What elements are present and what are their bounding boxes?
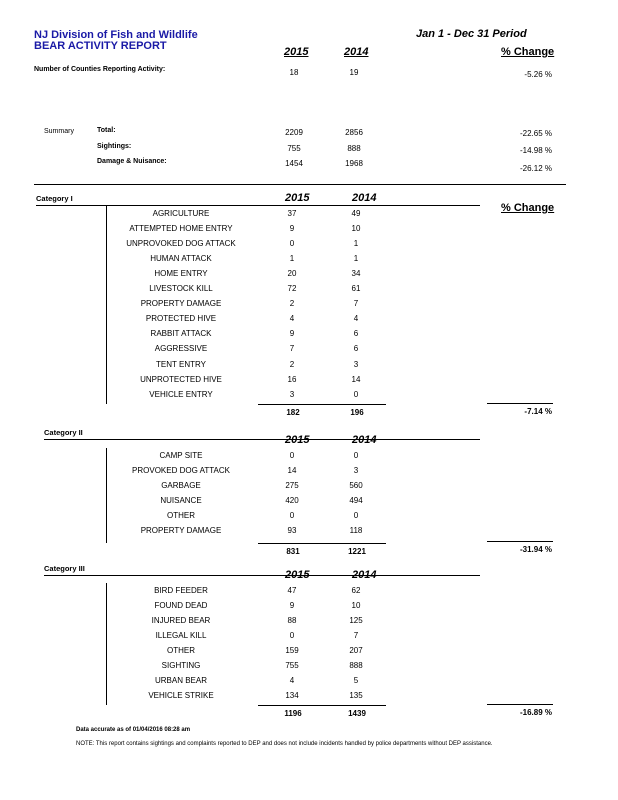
header-year-a: 2015 bbox=[284, 46, 309, 58]
cat1-item-name: LIVESTOCK KILL bbox=[149, 284, 213, 294]
cat2-pct: -31.94 % bbox=[519, 545, 552, 554]
cat1-item-2014: 4 bbox=[353, 314, 359, 324]
summary-row-2015: 2209 bbox=[285, 128, 303, 137]
cat1-year-b: 2014 bbox=[352, 192, 377, 204]
summary-row-pct: -26.12 % bbox=[519, 164, 552, 173]
summary-row-2015: 755 bbox=[287, 144, 301, 153]
cat2-rule bbox=[44, 439, 480, 440]
cat2-total-2014: 1221 bbox=[348, 547, 366, 556]
cat3-label: Category III bbox=[44, 564, 85, 573]
cat3-rule bbox=[44, 575, 480, 576]
cat1-item-name: PROPERTY DAMAGE bbox=[140, 299, 222, 309]
cat2-item-name: GARBAGE bbox=[161, 481, 201, 491]
summary-row-label: Total: bbox=[97, 127, 116, 134]
cat3-total-2015: 1196 bbox=[284, 709, 302, 718]
cat1-item-name: AGGRESSIVE bbox=[154, 344, 208, 354]
cat1-item-2015: 7 bbox=[289, 344, 295, 354]
summary-row-label: Sightings: bbox=[97, 143, 132, 150]
cat3-year-a: 2015 bbox=[285, 569, 310, 581]
cat2-total-rule bbox=[258, 543, 386, 544]
cat3-item-name: INJURED BEAR bbox=[151, 616, 211, 626]
cat1-item-2014: 6 bbox=[353, 329, 359, 339]
cat1-item-2014: 1 bbox=[353, 254, 359, 264]
cat1-item-name: HOME ENTRY bbox=[154, 269, 208, 279]
counties-label: Number of Counties Reporting Activity: bbox=[34, 66, 166, 73]
summary-row-pct: -14.98 % bbox=[519, 146, 552, 155]
cat3-item-2014: 5 bbox=[353, 676, 359, 686]
cat1-item-2014: 14 bbox=[351, 374, 361, 384]
cat1-item-2015: 3 bbox=[289, 389, 295, 399]
cat2-item-2014: 494 bbox=[349, 496, 363, 506]
cat3-item-2015: 88 bbox=[287, 616, 297, 626]
cat2-item-2014: 0 bbox=[353, 511, 359, 521]
cat3-item-name: SIGHTING bbox=[161, 661, 201, 671]
cat2-item-name: PROVOKED DOG ATTACK bbox=[132, 466, 230, 476]
cat2-total-2015: 831 bbox=[286, 547, 300, 556]
cat3-item-2015: 755 bbox=[285, 661, 299, 671]
cat2-item-name: NUISANCE bbox=[160, 496, 202, 506]
cat2-item-name: PROPERTY DAMAGE bbox=[140, 526, 222, 536]
cat3-item-name: FOUND DEAD bbox=[154, 601, 208, 611]
cat1-item-name: TENT ENTRY bbox=[156, 359, 206, 369]
report-title: BEAR ACTIVITY REPORT bbox=[34, 40, 167, 52]
cat1-total-2014: 196 bbox=[350, 408, 364, 417]
counties-2015: 18 bbox=[289, 68, 299, 77]
cat1-item-2015: 0 bbox=[289, 239, 295, 249]
cat3-pct-rule bbox=[487, 704, 553, 705]
cat1-item-name: UNPROTECTED HIVE bbox=[140, 374, 222, 384]
accuracy-note: Data accurate as of 01/04/2016 08:28 am bbox=[76, 727, 191, 733]
cat1-item-2015: 9 bbox=[289, 329, 295, 339]
cat1-total-2015: 182 bbox=[286, 408, 300, 417]
cat1-item-2014: 0 bbox=[353, 389, 359, 399]
cat3-item-2014: 888 bbox=[349, 661, 363, 671]
counties-2014: 19 bbox=[349, 68, 359, 77]
cat2-item-2015: 93 bbox=[287, 526, 297, 536]
org-name: NJ Division of Fish and Wildlife bbox=[34, 29, 198, 41]
cat3-item-name: ILLEGAL KILL bbox=[155, 631, 207, 641]
header-year-b: 2014 bbox=[344, 46, 369, 58]
cat1-item-2015: 37 bbox=[287, 209, 297, 218]
cat1-item-name: RABBIT ATTACK bbox=[150, 329, 212, 339]
counties-pct: -5.26 % bbox=[524, 70, 552, 79]
cat1-item-2014: 10 bbox=[351, 224, 361, 234]
cat1-pct-header: % Change bbox=[501, 202, 555, 214]
cat1-label: Category I bbox=[36, 194, 73, 203]
summary-row-2014: 1968 bbox=[345, 159, 363, 168]
cat3-year-b: 2014 bbox=[352, 569, 377, 581]
cat1-item-2014: 34 bbox=[351, 269, 361, 279]
cat1-pct: -7.14 % bbox=[524, 407, 552, 416]
cat1-item-2015: 72 bbox=[287, 284, 297, 294]
cat1-rule bbox=[36, 205, 480, 206]
cat1-item-2014: 6 bbox=[353, 344, 359, 354]
cat3-item-2015: 134 bbox=[285, 691, 299, 701]
cat2-item-name: OTHER bbox=[167, 511, 195, 521]
cat1-item-2015: 2 bbox=[289, 359, 295, 369]
cat3-item-name: OTHER bbox=[167, 646, 195, 656]
cat1-item-2015: 16 bbox=[287, 374, 297, 384]
cat1-item-name: PROTECTED HIVE bbox=[145, 314, 217, 324]
cat3-total-2014: 1439 bbox=[348, 709, 366, 718]
footer-note: NOTE: This report contains sightings and complaints reported to DEP and does not include incidents handled by police departments without DEP assistance. bbox=[76, 741, 493, 747]
cat2-year-a: 2015 bbox=[285, 434, 310, 446]
summary-row-label: Damage & Nuisance: bbox=[97, 158, 167, 165]
cat1-item-2014: 49 bbox=[351, 209, 361, 218]
cat3-item-2015: 0 bbox=[289, 631, 295, 641]
cat2-item-2014: 0 bbox=[353, 451, 359, 460]
cat3-item-name: BIRD FEEDER bbox=[154, 586, 208, 595]
cat2-year-b: 2014 bbox=[352, 434, 377, 446]
cat2-item-2015: 0 bbox=[289, 511, 295, 521]
cat2-item-name: CAMP SITE bbox=[159, 451, 203, 460]
report-period: Jan 1 - Dec 31 Period bbox=[416, 28, 527, 40]
cat3-item-2014: 207 bbox=[349, 646, 363, 656]
summary-label: Summary bbox=[44, 128, 74, 135]
cat1-item-2015: 2 bbox=[289, 299, 295, 309]
cat3-item-2014: 125 bbox=[349, 616, 363, 626]
cat2-item-2014: 560 bbox=[349, 481, 363, 491]
summary-row-pct: -22.65 % bbox=[519, 129, 552, 138]
cat1-total-rule bbox=[258, 404, 386, 405]
cat1-item-name: UNPROVOKED DOG ATTACK bbox=[126, 239, 236, 249]
cat3-item-2014: 135 bbox=[349, 691, 363, 701]
cat2-item-2015: 14 bbox=[287, 466, 297, 476]
cat2-item-2014: 3 bbox=[353, 466, 359, 476]
cat1-item-2015: 4 bbox=[289, 314, 295, 324]
cat3-pct: -16.89 % bbox=[519, 708, 552, 717]
cat1-item-2014: 3 bbox=[353, 359, 359, 369]
cat3-total-rule bbox=[258, 705, 386, 706]
cat3-item-2015: 4 bbox=[289, 676, 295, 686]
cat1-item-2015: 20 bbox=[287, 269, 297, 279]
cat3-item-2015: 159 bbox=[285, 646, 299, 656]
cat2-item-2015: 0 bbox=[289, 451, 295, 460]
cat3-item-2015: 47 bbox=[287, 586, 297, 595]
cat3-item-name: URBAN BEAR bbox=[154, 676, 207, 686]
cat1-item-name: AGRICULTURE bbox=[152, 209, 210, 218]
cat1-item-2014: 7 bbox=[353, 299, 359, 309]
cat2-item-2015: 420 bbox=[285, 496, 299, 506]
divider bbox=[34, 184, 566, 185]
cat3-item-2014: 7 bbox=[353, 631, 359, 641]
cat1-item-2014: 1 bbox=[353, 239, 359, 249]
cat1-item-2014: 61 bbox=[351, 284, 361, 294]
cat3-item-2014: 10 bbox=[351, 601, 361, 611]
cat1-year-a: 2015 bbox=[285, 192, 310, 204]
cat1-item-name: VEHICLE ENTRY bbox=[149, 389, 213, 399]
cat2-pct-rule bbox=[487, 541, 553, 542]
cat3-item-name: VEHICLE STRIKE bbox=[148, 691, 214, 701]
summary-row-2015: 1454 bbox=[285, 159, 303, 168]
cat1-pct-rule bbox=[487, 403, 553, 404]
cat3-item-2015: 9 bbox=[289, 601, 295, 611]
cat2-item-2015: 275 bbox=[285, 481, 299, 491]
cat3-item-2014: 62 bbox=[351, 586, 361, 595]
cat2-item-2014: 118 bbox=[349, 526, 363, 536]
cat1-item-2015: 1 bbox=[289, 254, 295, 264]
cat1-item-name: HUMAN ATTACK bbox=[150, 254, 212, 264]
summary-row-2014: 888 bbox=[347, 144, 361, 153]
cat1-item-2015: 9 bbox=[289, 224, 295, 234]
summary-row-2014: 2856 bbox=[345, 128, 363, 137]
header-pct-change: % Change bbox=[501, 46, 555, 58]
cat2-label: Category II bbox=[44, 428, 83, 437]
cat1-item-name: ATTEMPTED HOME ENTRY bbox=[129, 224, 233, 234]
